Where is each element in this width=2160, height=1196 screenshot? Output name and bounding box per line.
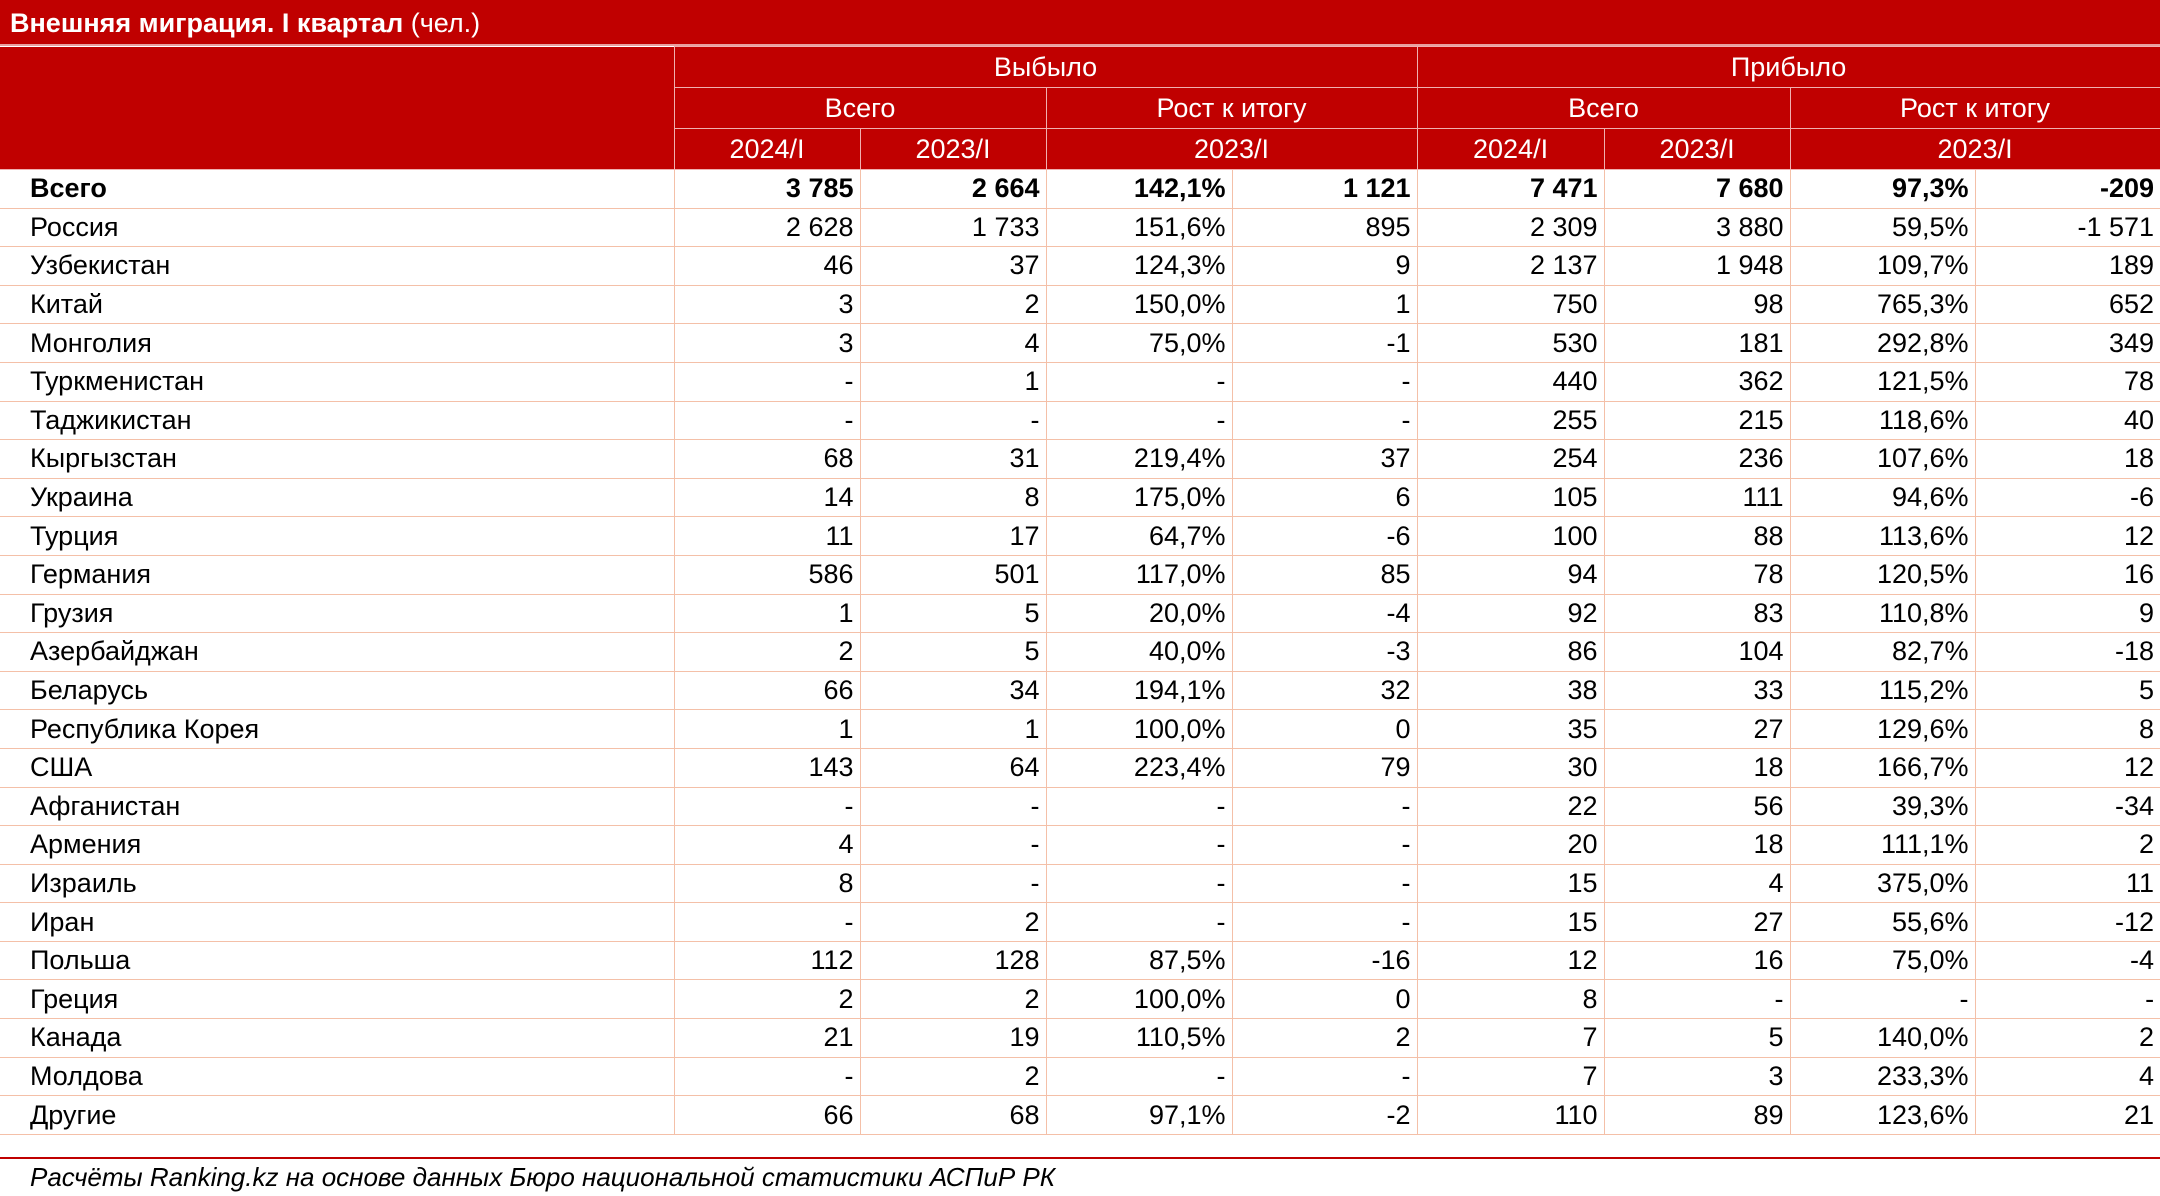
cell-in-2023: 89 — [1604, 1096, 1790, 1135]
cell-country: Канада — [0, 1019, 674, 1058]
cell-in-2024: 8 — [1417, 980, 1604, 1019]
cell-in-pct: 118,6% — [1790, 401, 1975, 440]
cell-out-2023: 2 — [860, 285, 1046, 324]
cell-country: Польша — [0, 941, 674, 980]
cell-in-2023: 88 — [1604, 517, 1790, 556]
cell-out-2024: 3 785 — [674, 170, 860, 209]
table-header — [0, 47, 2160, 170]
table-row — [0, 1019, 2160, 1058]
cell-out-diff: -4 — [1232, 594, 1417, 633]
cell-in-pct: 115,2% — [1790, 671, 1975, 710]
cell-out-pct: 175,0% — [1046, 478, 1232, 517]
cell-out-diff: -2 — [1232, 1096, 1417, 1135]
cell-out-pct: 20,0% — [1046, 594, 1232, 633]
cell-out-diff: 9 — [1232, 247, 1417, 286]
cell-in-pct: 113,6% — [1790, 517, 1975, 556]
cell-in-2024: 254 — [1417, 440, 1604, 479]
cell-out-2024: 66 — [674, 671, 860, 710]
header-departed-2024: 2024/I — [674, 129, 860, 170]
cell-in-diff: 16 — [1975, 555, 2160, 594]
cell-in-2023: 56 — [1604, 787, 1790, 826]
table-row — [0, 401, 2160, 440]
cell-out-pct: 117,0% — [1046, 555, 1232, 594]
cell-in-diff: 21 — [1975, 1096, 2160, 1135]
cell-country: Украина — [0, 478, 674, 517]
cell-out-2024: 14 — [674, 478, 860, 517]
header-departed-2023: 2023/I — [860, 129, 1046, 170]
cell-in-2024: 12 — [1417, 941, 1604, 980]
table-title — [0, 0, 2160, 46]
cell-in-2024: 100 — [1417, 517, 1604, 556]
cell-out-diff: - — [1232, 864, 1417, 903]
cell-country: Узбекистан — [0, 247, 674, 286]
cell-in-2023: 104 — [1604, 633, 1790, 672]
cell-out-pct: 194,1% — [1046, 671, 1232, 710]
cell-in-2024: 105 — [1417, 478, 1604, 517]
cell-in-pct: 166,7% — [1790, 748, 1975, 787]
cell-in-diff: 2 — [1975, 826, 2160, 865]
table-row — [0, 362, 2160, 401]
cell-in-pct: 107,6% — [1790, 440, 1975, 479]
cell-out-2023: 1 — [860, 710, 1046, 749]
cell-in-diff: -18 — [1975, 633, 2160, 672]
cell-in-2023: 5 — [1604, 1019, 1790, 1058]
cell-country: Греция — [0, 980, 674, 1019]
cell-out-2024: - — [674, 903, 860, 942]
cell-out-2024: - — [674, 401, 860, 440]
table-title-unit: (чел.) — [410, 8, 481, 38]
table-row — [0, 633, 2160, 672]
header-departed-total: Всего — [674, 88, 1046, 129]
cell-out-pct: 100,0% — [1046, 980, 1232, 1019]
table-row — [0, 826, 2160, 865]
cell-in-2023: 18 — [1604, 826, 1790, 865]
cell-out-pct: 75,0% — [1046, 324, 1232, 363]
cell-country: Другие — [0, 1096, 674, 1135]
cell-in-pct: 55,6% — [1790, 903, 1975, 942]
cell-out-2023: 34 — [860, 671, 1046, 710]
cell-country: Беларусь — [0, 671, 674, 710]
table-row — [0, 903, 2160, 942]
cell-out-2023: 2 — [860, 903, 1046, 942]
cell-in-diff: -34 — [1975, 787, 2160, 826]
table-row-total — [0, 170, 2160, 209]
table-row — [0, 864, 2160, 903]
table-row — [0, 440, 2160, 479]
cell-in-2024: 20 — [1417, 826, 1604, 865]
cell-country: Армения — [0, 826, 674, 865]
cell-out-pct: 219,4% — [1046, 440, 1232, 479]
cell-in-pct: 97,3% — [1790, 170, 1975, 209]
table-row — [0, 748, 2160, 787]
table-row — [0, 671, 2160, 710]
cell-out-2024: 2 — [674, 633, 860, 672]
cell-out-2023: - — [860, 401, 1046, 440]
cell-out-diff: -1 — [1232, 324, 1417, 363]
header-country-blank — [0, 47, 674, 170]
cell-out-2024: 68 — [674, 440, 860, 479]
cell-out-diff: 0 — [1232, 980, 1417, 1019]
cell-out-pct: 110,5% — [1046, 1019, 1232, 1058]
cell-in-diff: 12 — [1975, 517, 2160, 556]
cell-out-diff: -3 — [1232, 633, 1417, 672]
cell-out-diff: 0 — [1232, 710, 1417, 749]
cell-in-2023: 111 — [1604, 478, 1790, 517]
cell-out-2024: 112 — [674, 941, 860, 980]
cell-out-2024: 11 — [674, 517, 860, 556]
cell-in-pct: 39,3% — [1790, 787, 1975, 826]
table-row — [0, 594, 2160, 633]
cell-out-diff: 32 — [1232, 671, 1417, 710]
cell-country: Германия — [0, 555, 674, 594]
cell-in-2024: 2 137 — [1417, 247, 1604, 286]
header-arrived-total: Всего — [1417, 88, 1790, 129]
header-departed-growth-period: 2023/I — [1046, 129, 1417, 170]
cell-in-2024: 255 — [1417, 401, 1604, 440]
cell-out-diff: 2 — [1232, 1019, 1417, 1058]
table-row — [0, 285, 2160, 324]
cell-in-pct: 120,5% — [1790, 555, 1975, 594]
cell-country: Афганистан — [0, 787, 674, 826]
cell-in-2023: 27 — [1604, 710, 1790, 749]
cell-in-diff: -6 — [1975, 478, 2160, 517]
cell-in-2024: 86 — [1417, 633, 1604, 672]
cell-out-2023: 1 733 — [860, 208, 1046, 247]
cell-in-pct: 121,5% — [1790, 362, 1975, 401]
cell-out-pct: - — [1046, 1057, 1232, 1096]
cell-out-2023: 2 — [860, 980, 1046, 1019]
cell-out-pct: 124,3% — [1046, 247, 1232, 286]
cell-out-diff: - — [1232, 826, 1417, 865]
table-row — [0, 247, 2160, 286]
cell-in-diff: - — [1975, 980, 2160, 1019]
cell-out-2024: - — [674, 362, 860, 401]
cell-out-pct: 97,1% — [1046, 1096, 1232, 1135]
cell-out-pct: - — [1046, 826, 1232, 865]
cell-in-2023: 215 — [1604, 401, 1790, 440]
cell-in-2023: 4 — [1604, 864, 1790, 903]
header-arrived-growth: Рост к итогу — [1790, 88, 2160, 129]
cell-in-diff: -4 — [1975, 941, 2160, 980]
cell-out-2023: 8 — [860, 478, 1046, 517]
cell-in-2024: 530 — [1417, 324, 1604, 363]
header-departed: Выбыло — [674, 47, 1417, 88]
cell-out-2023: 64 — [860, 748, 1046, 787]
cell-in-2023: 18 — [1604, 748, 1790, 787]
cell-in-2023: 236 — [1604, 440, 1790, 479]
cell-in-2023: 27 — [1604, 903, 1790, 942]
cell-country: Турция — [0, 517, 674, 556]
cell-out-diff: 79 — [1232, 748, 1417, 787]
table-row — [0, 980, 2160, 1019]
cell-out-2023: - — [860, 864, 1046, 903]
cell-out-2023: 17 — [860, 517, 1046, 556]
cell-out-2024: - — [674, 1057, 860, 1096]
cell-out-2023: 31 — [860, 440, 1046, 479]
cell-in-2023: 83 — [1604, 594, 1790, 633]
cell-country: Кыргызстан — [0, 440, 674, 479]
cell-out-diff: 1 121 — [1232, 170, 1417, 209]
cell-in-pct: 110,8% — [1790, 594, 1975, 633]
migration-table — [0, 46, 2160, 1135]
cell-out-pct: 100,0% — [1046, 710, 1232, 749]
header-arrived: Прибыло — [1417, 47, 2160, 88]
cell-country: Республика Корея — [0, 710, 674, 749]
cell-in-diff: 2 — [1975, 1019, 2160, 1058]
cell-in-pct: - — [1790, 980, 1975, 1019]
cell-country: Таджикистан — [0, 401, 674, 440]
cell-in-pct: 109,7% — [1790, 247, 1975, 286]
cell-in-2023: 3 — [1604, 1057, 1790, 1096]
cell-in-pct: 292,8% — [1790, 324, 1975, 363]
cell-in-pct: 75,0% — [1790, 941, 1975, 980]
cell-in-2024: 94 — [1417, 555, 1604, 594]
cell-in-2024: 92 — [1417, 594, 1604, 633]
cell-country: Израиль — [0, 864, 674, 903]
cell-out-pct: 151,6% — [1046, 208, 1232, 247]
cell-country: Монголия — [0, 324, 674, 363]
table-row — [0, 787, 2160, 826]
header-departed-growth: Рост к итогу — [1046, 88, 1417, 129]
cell-out-2024: 66 — [674, 1096, 860, 1135]
header-arrived-2024: 2024/I — [1417, 129, 1604, 170]
cell-out-diff: 85 — [1232, 555, 1417, 594]
cell-out-pct: 40,0% — [1046, 633, 1232, 672]
cell-country: Китай — [0, 285, 674, 324]
cell-out-diff: - — [1232, 787, 1417, 826]
header-arrived-growth-period: 2023/I — [1790, 129, 2160, 170]
cell-out-2024: 2 628 — [674, 208, 860, 247]
cell-out-2023: 5 — [860, 633, 1046, 672]
cell-in-diff: 189 — [1975, 247, 2160, 286]
cell-in-2024: 7 — [1417, 1019, 1604, 1058]
cell-out-2024: 4 — [674, 826, 860, 865]
cell-country: Всего — [0, 170, 674, 209]
cell-in-diff: 349 — [1975, 324, 2160, 363]
table-body — [0, 170, 2160, 1135]
cell-out-diff: -16 — [1232, 941, 1417, 980]
cell-in-diff: 5 — [1975, 671, 2160, 710]
cell-in-diff: 18 — [1975, 440, 2160, 479]
cell-in-2024: 7 — [1417, 1057, 1604, 1096]
cell-in-pct: 111,1% — [1790, 826, 1975, 865]
cell-country: Грузия — [0, 594, 674, 633]
cell-in-diff: 12 — [1975, 748, 2160, 787]
cell-in-2023: 98 — [1604, 285, 1790, 324]
cell-out-pct: 150,0% — [1046, 285, 1232, 324]
table-row — [0, 1096, 2160, 1135]
cell-out-2024: 8 — [674, 864, 860, 903]
cell-in-2023: 1 948 — [1604, 247, 1790, 286]
cell-in-diff: -209 — [1975, 170, 2160, 209]
cell-country: Иран — [0, 903, 674, 942]
table-row — [0, 478, 2160, 517]
cell-out-2024: 3 — [674, 285, 860, 324]
cell-in-2023: 181 — [1604, 324, 1790, 363]
cell-out-2023: 37 — [860, 247, 1046, 286]
cell-out-pct: - — [1046, 787, 1232, 826]
cell-out-2024: 586 — [674, 555, 860, 594]
cell-out-diff: 1 — [1232, 285, 1417, 324]
cell-out-2024: 2 — [674, 980, 860, 1019]
cell-out-pct: 64,7% — [1046, 517, 1232, 556]
cell-out-pct: 142,1% — [1046, 170, 1232, 209]
cell-in-2023: 7 680 — [1604, 170, 1790, 209]
cell-in-diff: 78 — [1975, 362, 2160, 401]
cell-in-2024: 7 471 — [1417, 170, 1604, 209]
cell-out-2024: 3 — [674, 324, 860, 363]
cell-country: США — [0, 748, 674, 787]
cell-in-pct: 59,5% — [1790, 208, 1975, 247]
cell-out-2023: 19 — [860, 1019, 1046, 1058]
cell-in-2023: - — [1604, 980, 1790, 1019]
cell-out-2024: 1 — [674, 710, 860, 749]
cell-in-diff: 8 — [1975, 710, 2160, 749]
cell-out-2023: 128 — [860, 941, 1046, 980]
cell-out-2023: - — [860, 826, 1046, 865]
cell-out-pct: - — [1046, 401, 1232, 440]
cell-in-pct: 140,0% — [1790, 1019, 1975, 1058]
cell-out-2023: - — [860, 787, 1046, 826]
cell-in-pct: 765,3% — [1790, 285, 1975, 324]
cell-in-diff: 9 — [1975, 594, 2160, 633]
cell-out-2024: 1 — [674, 594, 860, 633]
table-title-main: Внешняя миграция. I квартал — [10, 8, 404, 38]
cell-out-2024: - — [674, 787, 860, 826]
cell-out-diff: 6 — [1232, 478, 1417, 517]
table-row — [0, 324, 2160, 363]
table-row — [0, 941, 2160, 980]
cell-out-diff: - — [1232, 362, 1417, 401]
table-row — [0, 710, 2160, 749]
cell-in-2024: 110 — [1417, 1096, 1604, 1135]
cell-in-pct: 123,6% — [1790, 1096, 1975, 1135]
cell-out-diff: -6 — [1232, 517, 1417, 556]
cell-in-2024: 15 — [1417, 864, 1604, 903]
cell-in-2023: 33 — [1604, 671, 1790, 710]
cell-out-diff: 895 — [1232, 208, 1417, 247]
table-row — [0, 517, 2160, 556]
table-row — [0, 208, 2160, 247]
source-note: Расчёты Ranking.kz на основе данных Бюро национальной статистики АСПиР РК — [0, 1157, 2160, 1196]
cell-in-2023: 3 880 — [1604, 208, 1790, 247]
cell-in-diff: 652 — [1975, 285, 2160, 324]
cell-in-2024: 2 309 — [1417, 208, 1604, 247]
cell-in-pct: 94,6% — [1790, 478, 1975, 517]
cell-out-2023: 4 — [860, 324, 1046, 363]
cell-country: Туркменистан — [0, 362, 674, 401]
cell-in-pct: 129,6% — [1790, 710, 1975, 749]
cell-in-2023: 78 — [1604, 555, 1790, 594]
cell-in-2024: 38 — [1417, 671, 1604, 710]
cell-out-pct: 87,5% — [1046, 941, 1232, 980]
header-arrived-2023: 2023/I — [1604, 129, 1790, 170]
cell-out-2024: 46 — [674, 247, 860, 286]
cell-country: Молдова — [0, 1057, 674, 1096]
cell-in-2024: 35 — [1417, 710, 1604, 749]
cell-in-pct: 375,0% — [1790, 864, 1975, 903]
cell-out-2023: 2 — [860, 1057, 1046, 1096]
cell-out-pct: - — [1046, 362, 1232, 401]
cell-out-diff: 37 — [1232, 440, 1417, 479]
cell-in-diff: 11 — [1975, 864, 2160, 903]
cell-out-pct: - — [1046, 864, 1232, 903]
cell-out-2023: 2 664 — [860, 170, 1046, 209]
cell-out-2024: 143 — [674, 748, 860, 787]
cell-in-diff: -1 571 — [1975, 208, 2160, 247]
cell-out-diff: - — [1232, 903, 1417, 942]
cell-in-2024: 440 — [1417, 362, 1604, 401]
table-row — [0, 1057, 2160, 1096]
cell-out-2023: 501 — [860, 555, 1046, 594]
cell-out-pct: 223,4% — [1046, 748, 1232, 787]
cell-in-pct: 233,3% — [1790, 1057, 1975, 1096]
cell-in-2023: 16 — [1604, 941, 1790, 980]
cell-out-2023: 1 — [860, 362, 1046, 401]
cell-out-diff: - — [1232, 1057, 1417, 1096]
cell-out-2023: 5 — [860, 594, 1046, 633]
cell-in-2024: 30 — [1417, 748, 1604, 787]
cell-in-2024: 22 — [1417, 787, 1604, 826]
cell-out-pct: - — [1046, 903, 1232, 942]
cell-out-2024: 21 — [674, 1019, 860, 1058]
cell-out-2023: 68 — [860, 1096, 1046, 1135]
cell-in-pct: 82,7% — [1790, 633, 1975, 672]
cell-in-diff: 4 — [1975, 1057, 2160, 1096]
cell-in-2024: 15 — [1417, 903, 1604, 942]
table-row — [0, 555, 2160, 594]
cell-out-diff: - — [1232, 401, 1417, 440]
cell-country: Россия — [0, 208, 674, 247]
cell-in-diff: 40 — [1975, 401, 2160, 440]
cell-in-2023: 362 — [1604, 362, 1790, 401]
cell-in-diff: -12 — [1975, 903, 2160, 942]
cell-in-2024: 750 — [1417, 285, 1604, 324]
cell-country: Азербайджан — [0, 633, 674, 672]
